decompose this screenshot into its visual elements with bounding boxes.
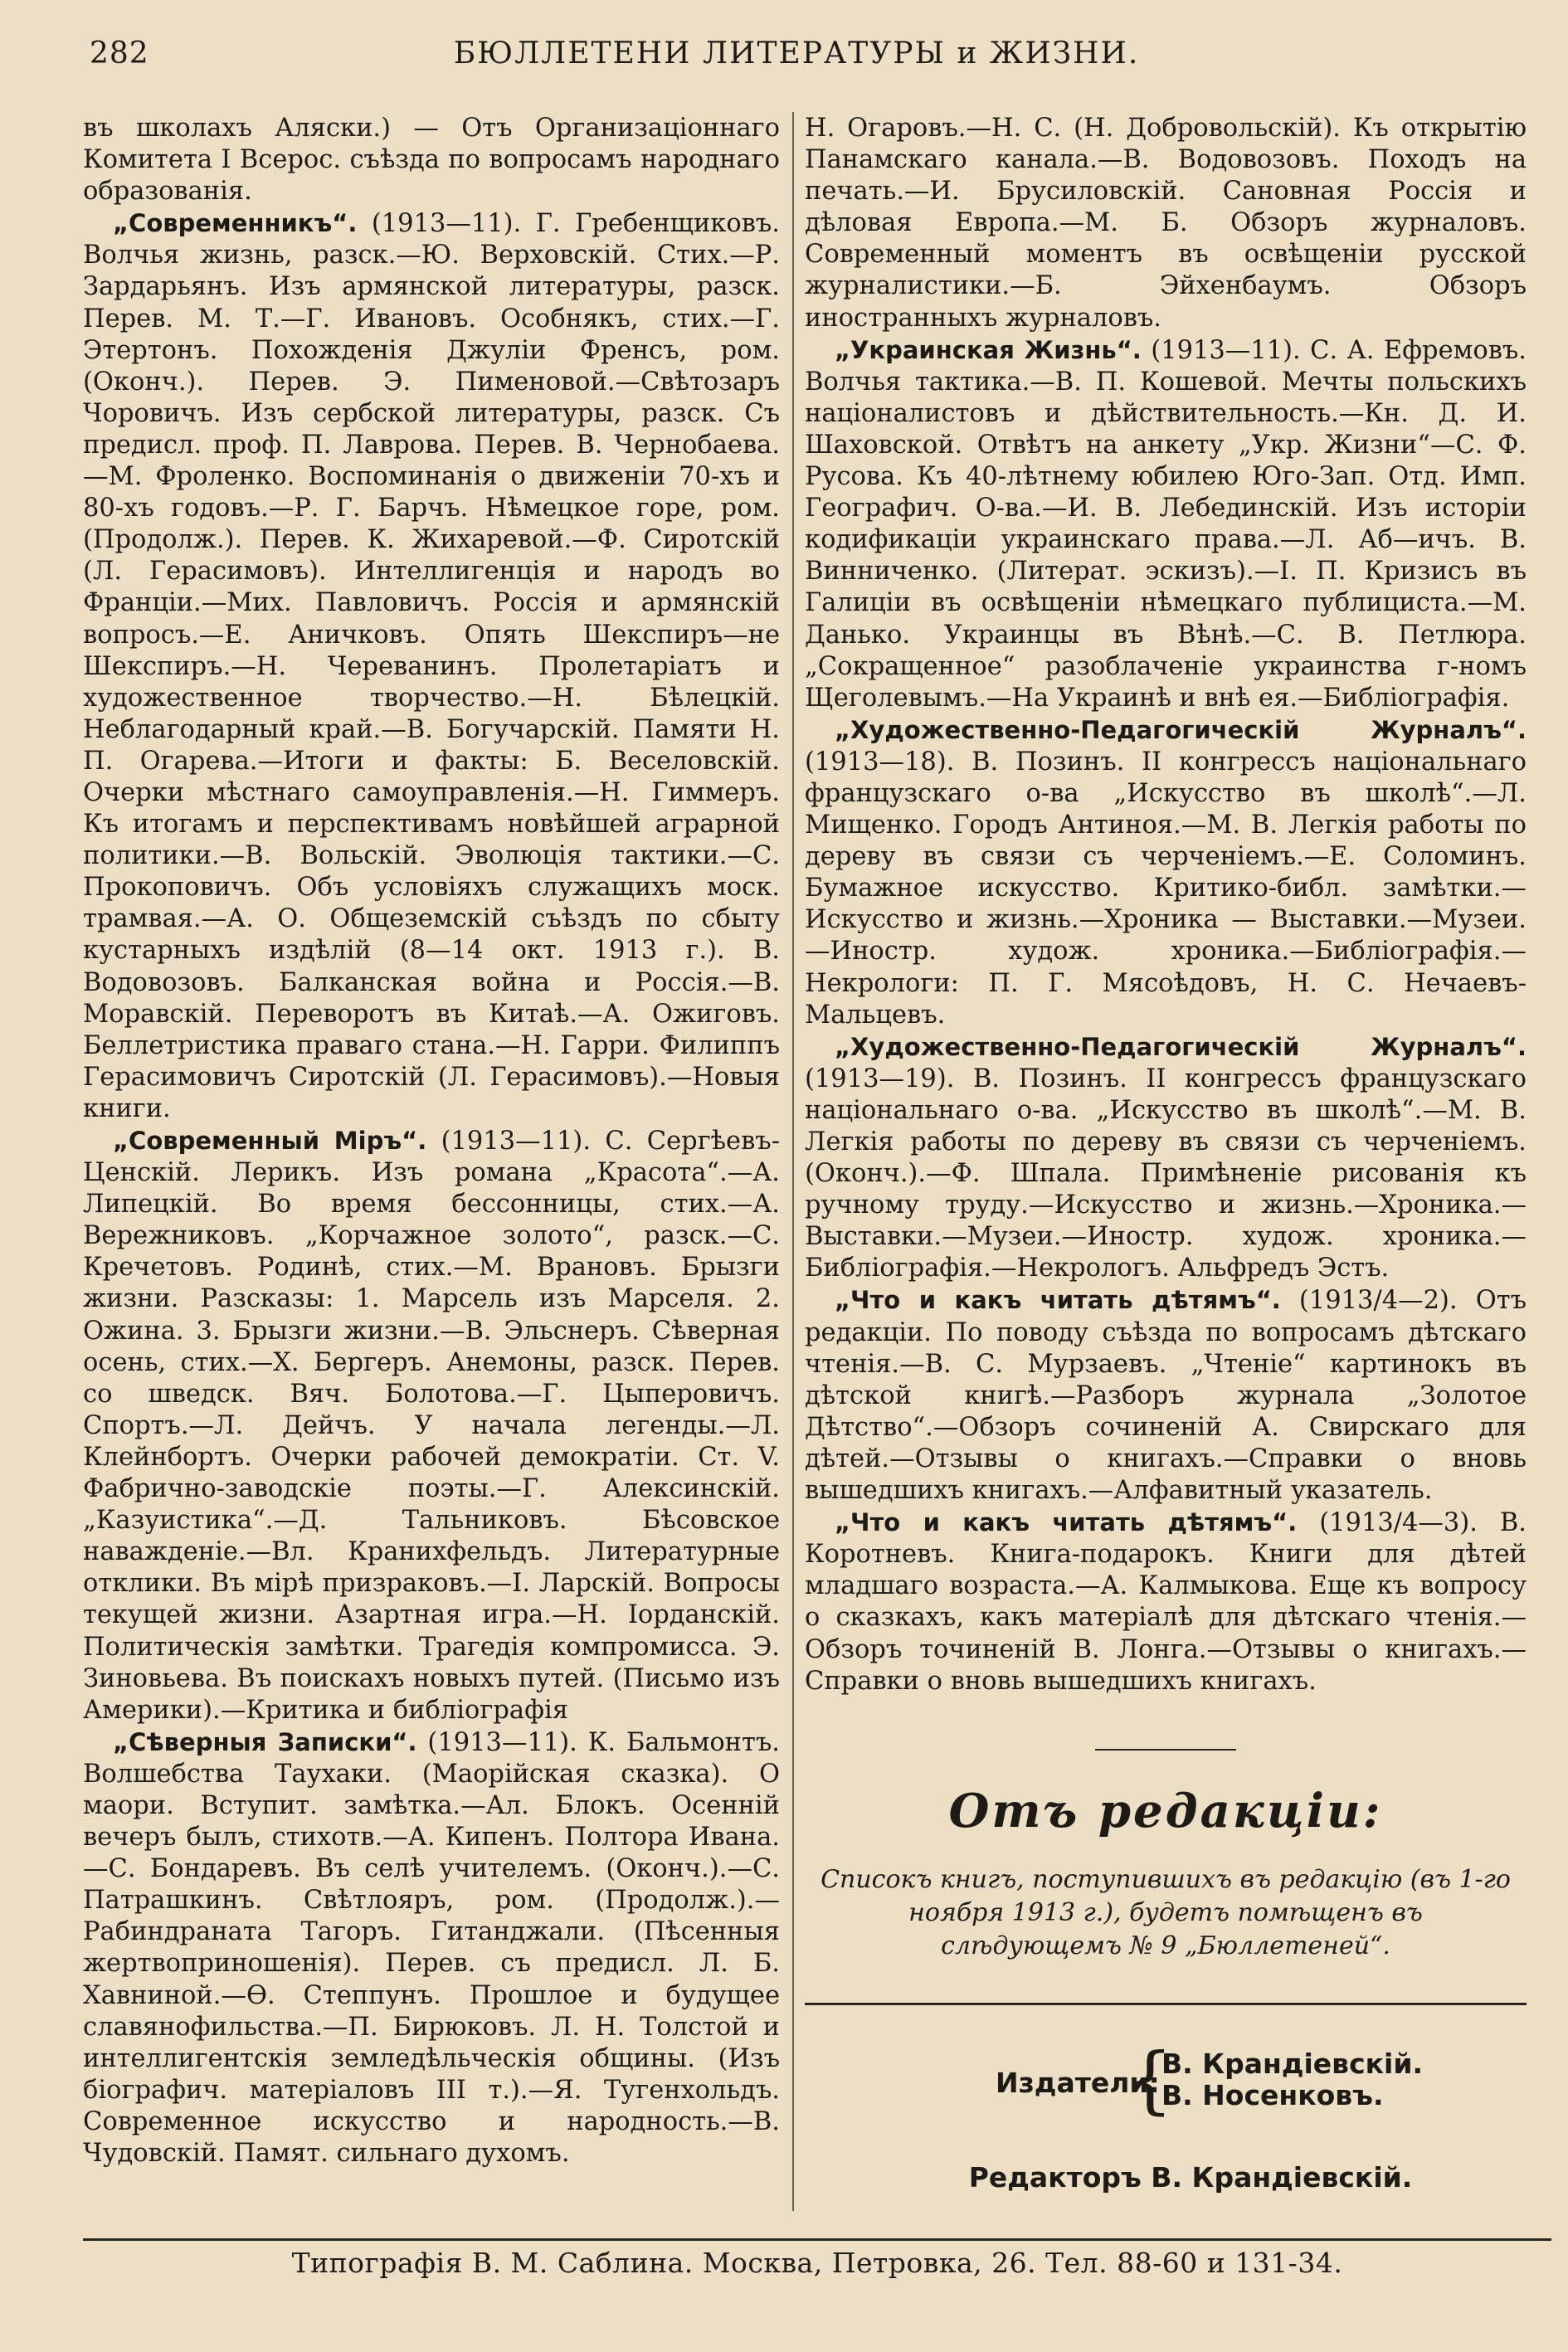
journal-title: „Художественно-Педагогическій Журналъ“. [835,715,1527,744]
publishers-block [805,2036,1527,2122]
brace-symbol: { [1127,2036,1173,2122]
footer-divider [83,2238,1551,2241]
entry-text: (1913—11). С. А. Ефремовъ. Волчья тактика.—В. П. Кошевой. Мечты польскихъ націоналистовъ и дѣйствительность.—Кн. Д. И. Шаховской. Отвѣтъ на анкету „Укр. Жизни“—С. Ф. Русова. Къ 40-лѣтнему юбилею Юго-Зап. Отд. Имп. Географич. О-ва.—И. В. Лебединскій. Изъ исторіи кодификаціи украинскаго права.—Л. Аб—ичъ. В. Винниченко. (Литерат. эскизъ).—І. П. Кризисъ въ Галиціи въ освѣщеніи нѣмецкаго публициста.—М. Данько. Украинцы въ Вѣнѣ.—С. В. Петлюра. „Сокращенное“ разоблаченіе украинства г-номъ Щеголевымъ.—На Украинѣ и внѣ ея.—Библіографія. [805,335,1527,713]
entry-text: Н. Огаровъ.—Н. С. (Н. Добровольскій). Къ открытію Панамскаго канала.—В. Водовозовъ. Походъ на печать.—И. Брусиловскій. Сановная Россія и дѣловая Европа.—М. Б. Обзоръ журналовъ. Современный моментъ въ освѣщеніи русской журналистики.—Б. Эйхенбаумъ. Обзоръ иностранныхъ журналовъ. [805,114,1527,333]
journal-entry [805,1031,1527,1285]
running-title: БЮЛЛЕТЕНИ ЛИТЕРАТУРЫ и ЖИЗНИ. [453,37,1140,71]
entry-text: (1913—18). В. Позинъ. II конгрессъ національнаго французскаго о-ва „Искусство въ школѣ“.—Л. Мищенко. Городъ Антиноя.—М. В. Легкія работы по дереву въ связи съ черченіемъ.—Е. Соломинъ. Бумажное искусство. Критико-библ. замѣтки.—Искусство и жизнь.—Хроника — Выставки.—Музеи.—Иностр. худож. хроника.—Библіографія.—Некрологи: П. Г. Мясоѣдовъ, Н. С. Нечаевъ-Мальцевъ. [805,747,1527,1030]
journal-entry [83,207,780,1125]
publisher-name: В. Носенковъ. [1161,2078,1384,2111]
editorial-heading: Отъ редакціи: [948,1783,1383,1838]
journal-entry [805,714,1527,1031]
publishers-names [1161,2048,1423,2111]
entry-text: (1913—19). В. Позинъ. II конгрессъ французскаго національнаго о-ва. „Искусство въ школѣ“.—М. В. Легкія работы по дереву въ связи съ черченіемъ. (Оконч.).—Ф. Шпала. Примѣненіе рисованія къ ручному труду.—Искусство и жизнь.—Хроника.—Выставки.—Музеи.—Иностр. худож. хроника.—Библіографія.—Некрологъ. Альфредъ Эстъ. [805,1064,1527,1283]
journal-title: „Что и какъ читать дѣтямъ“. [835,1508,1298,1537]
colophon-divider [805,2003,1527,2005]
printer-imprint: Типографія В. М. Саблина. Москва, Петровка, 26. Тел. 88-60 и 131-34. [291,2247,1343,2279]
section-divider [1095,1749,1236,1751]
journal-title: „Современный Міръ“. [113,1127,427,1155]
right-column [805,112,1527,2194]
entry-text: (1913—11). К. Бальмонтъ. Волшебства Таухаки. (Маорійская сказка). О маори. Вступит. замѣтка.—Ал. Блокъ. Осенній вечеръ былъ, стихотв.—А. Кипенъ. Полтора Ивана.—С. Бондаревъ. Въ селѣ учителемъ. (Оконч.).—С. Патрашкинъ. Свѣтлояръ, ром. (Продолж.).—Рабиндраната Тагоръ. Гитанджали. (Пѣсенныя жертвоприношенія). Перев. съ предисл. Л. Б. Хавниной.—Ѳ. Степпунъ. Прошлое и будущее славянофильства.—П. Бирюковъ. Л. Н. Толстой и интеллигентскія земледѣльческія общины. (Изъ біографич. матеріаловъ III т.).—Я. Тугенхольдъ. Современное искусство и народность.—В. Чудовскій. Памят. сильнаго духомъ. [83,1727,780,2168]
editor-line: Редакторъ В. Крандіевскій. [968,2160,1413,2194]
journal-entry [83,1726,780,2169]
publisher-name: В. Крандіевскій. [1161,2047,1423,2080]
journal-entry [805,1507,1527,1697]
journal-entry [805,112,1527,334]
entry-text: (1913—11). С. Сергѣевъ-Ценскій. Лерикъ. Изъ романа „Красота“.—А. Липецкій. Во время бессонницы, стих.—А. Вережниковъ. „Корчажное золото“, разск.—С. Кречетовъ. Родинѣ, стих.—М. Врановъ. Брызги жизни. Разсказы: 1. Марсель изъ Марселя. 2. Ожина. 3. Брызги жизни.—В. Эльснеръ. Сѣверная осень, стих.—Х. Бергеръ. Анемоны, разск. Перев. со шведск. Вяч. Болотова.—Г. Цыперовичъ. Спортъ.—Л. Дейчъ. У начала легенды.—Л. Клейнбортъ. Очерки рабочей демократіи. Ст. V. Фабрично-заводскіе поэты.—Г. Алексинскій. „Казуистика“.—Д. Тальниковъ. Бѣсовское наважденіе.—Вл. Кранихфельдъ. Литературные отклики. Въ мірѣ призраковъ.—І. Ларскій. Вопросы текущей жизни. Азартная игра.—Н. Іорданскій. Политическія замѣтки. Трагедія компромисса. Э. Зиновьева. Въ поискахъ новыхъ путей. (Письмо изъ Америки).—Критика и библіографія [83,1127,780,1725]
journal-entry [83,112,780,207]
entry-text: (1913/4—2). Отъ редакціи. По поводу съѣзда по вопросамъ дѣтскаго чтенія.—В. С. Мурзаевъ. „Чтеніе“ картинокъ въ дѣтской книгѣ.—Разборъ журнала „Золотое Дѣтство“.—Обзоръ сочиненій А. Свирскаго для дѣтей.—Отзывы о книгахъ.—Справки о вновь вышедшихъ книгахъ.—Алфавитный указатель. [805,1286,1527,1506]
journal-title: „Художественно-Педагогическій Журналъ“. [835,1032,1527,1061]
journal-title: „Современникъ“. [113,209,358,238]
journal-title: „Что и какъ читать дѣтямъ“. [835,1286,1281,1315]
entry-text: въ школахъ Аляски.) — Отъ Организаціоннаго Комитета I Всерос. съѣзда по вопросамъ народнаго образованія. [83,114,780,207]
page-header [83,33,1510,83]
column-divider [792,112,794,2211]
page-number: 282 [90,37,149,71]
journal-entry [83,1125,780,1726]
journal-title: „Сѣверныя Записки“. [113,1727,417,1756]
entry-text: (1913/4—3). В. Коротневъ. Книга-подарокъ. Книги для дѣтей младшаго возраста.—А. Калмыкова. Еще къ вопросу о сказкахъ, какъ матеріалѣ для дѣтскаго чтенія.—Обзоръ точиненій В. Лонга.—Отзывы о книгахъ.—Справки о вновь вышедшихъ книгахъ. [805,1508,1527,1696]
entry-text: (1913—11). Г. Гребенщиковъ. Волчья жизнь, разск.—Ю. Верховскій. Стих.—Р. Зардарьянъ. Изъ армянской литературы, разск. Перев. М. Т.—Г. Ивановъ. Особнякъ, стих.—Г. Этертонъ. Похожденія Джуліи Френсъ, ром. (Оконч.). Перев. Э. Пименовой.—Свѣтозаръ Чоровичъ. Изъ сербской литературы, разск. Съ предисл. проф. П. Лаврова. Перев. В. Чернобаева.—М. Фроленко. Воспоминанія о движеніи 70-хъ и 80-хъ годовъ.—Р. Г. Барчъ. Нѣмецкое горе, ром. (Продолж.). Перев. К. Жихаревой.—Ф. Сиротскій (Л. Герасимовъ). Интеллигенція и народъ во Франціи.—Мих. Павловичъ. Россія и армянскій вопросъ.—Е. Аничковъ. Опять Шекспиръ—не Шекспиръ.—Н. Череванинъ. Пролетаріатъ и художественное творчество.—Н. Бѣлецкій. Неблагодарный край.—В. Богучарскій. Памяти Н. П. Огарева.—Итоги и факты: Б. Веселовскій. Очерки мѣстнаго самоуправленія.—Н. Гиммеръ. Къ итогамъ и перспективамъ новѣйшей аграрной политики.—В. Вольскій. Эволюція тактики.—С. Прокоповичъ. Объ условіяхъ служащихъ моск. трамвая.—А. О. Общеземскій съѣздъ по сбыту кустарныхъ издѣлій (8—14 окт. 1913 г.). В. Водовозовъ. Балканская война и Россія.—В. Моравскій. Переворотъ въ Китаѣ.—А. Ожиговъ. Беллетристика праваго стана.—Н. Гарри. Филиппъ Герасимовичъ Сиротскій (Л. Герасимовъ).—Новыя книги. [83,209,780,1123]
left-column [83,112,780,2169]
journal-title: „Украинская Жизнь“. [835,335,1142,364]
journal-entry [805,1284,1527,1507]
publishers-label: Издатели: [996,2066,1160,2099]
editorial-note: Списокъ книгъ, поступившихъ въ редакцію (въ 1-го ноября 1913 г.), будетъ помѣщенъ въ слѣдующемъ № 9 „Бюллетеней“. [821,1864,1511,1960]
journal-entry [805,334,1527,714]
